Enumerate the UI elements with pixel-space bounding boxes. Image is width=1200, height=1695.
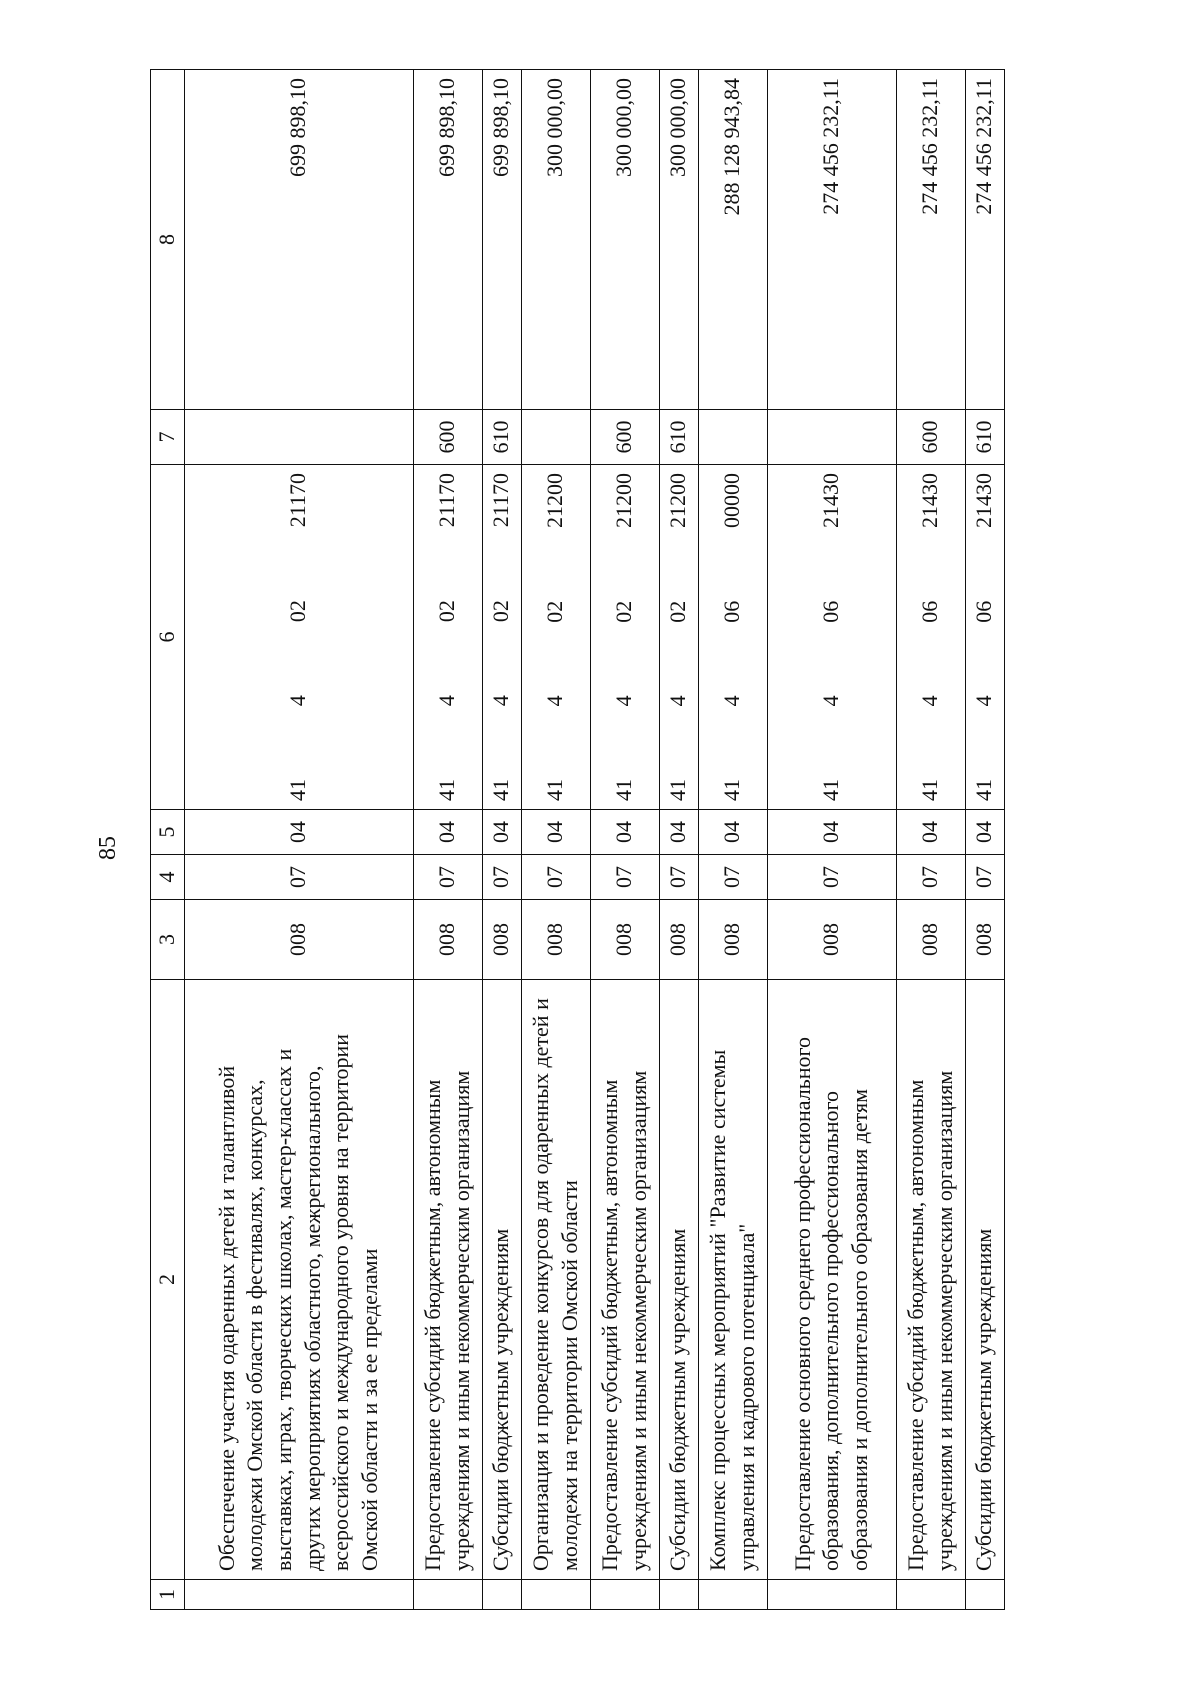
expense-type-code: 600 [896,410,965,465]
amount: 274 456 232,11 [896,70,965,410]
expense-type-code [698,410,767,465]
amount: 699 898,10 [184,70,413,410]
table-row [659,70,698,1610]
header-cell-4: 4 [151,855,185,900]
kbk-direction: 21200 [611,473,637,529]
kbk-type: 4 [665,695,691,707]
kbk-complex: 06 [818,600,844,623]
page-number: 85 [95,836,121,860]
kbk-type: 4 [434,695,460,707]
item-name: Субсидии бюджетным учреждениям [965,980,1004,1580]
section-code: 07 [482,855,521,900]
target-article-code [184,465,413,810]
item-name: Предоставление субсидий бюджетным, автономным учреждениям и иным некоммерческим организациям [413,980,482,1580]
subsection-code: 04 [482,810,521,855]
table-row [184,70,413,1610]
rotated-table-container [150,70,1070,1610]
kbk-complex: 02 [611,600,637,623]
amount: 274 456 232,11 [965,70,1004,410]
ministry-code: 008 [184,900,413,980]
target-article-code [413,465,482,810]
expense-type-code: 610 [965,410,1004,465]
subsection-code: 04 [521,810,590,855]
amount: 288 128 943,84 [698,70,767,410]
kbk-program: 41 [917,779,943,801]
target-article-code [698,465,767,810]
kbk-type: 4 [488,695,514,707]
expense-type-code: 600 [413,410,482,465]
expense-type-code [184,410,413,465]
kbk-complex: 06 [971,600,997,623]
section-code: 07 [767,855,896,900]
item-name: Комплекс процессных мероприятий "Развитие системы управления и кадрового потенциала" [698,980,767,1580]
item-name: Субсидии бюджетным учреждениям [659,980,698,1580]
kbk-complex: 02 [434,600,460,623]
kbk-type: 4 [818,695,844,707]
item-name: Обеспечение участия одаренных детей и талантливой молодежи Омской области в фестивалях, конкурсах, выставках, играх, творческих школах, мастер-классах и других мероприятиях областного, межрегионального, всероссийского и международного уровня на территории Омской области и за ее пределами [184,980,413,1580]
row-index-cell [659,1580,698,1610]
kbk-type: 4 [917,695,943,707]
ministry-code: 008 [767,900,896,980]
item-name: Предоставление субсидий бюджетным, автономным учреждениям и иным некоммерческим организациям [896,980,965,1580]
subsection-code: 04 [767,810,896,855]
kbk-type: 4 [542,695,568,707]
kbk-direction: 21200 [542,473,568,529]
kbk-type: 4 [971,695,997,707]
row-index-cell [896,1580,965,1610]
ministry-code: 008 [482,900,521,980]
table-row [590,70,659,1610]
table-row [521,70,590,1610]
kbk-complex: 02 [285,600,311,623]
row-index-cell [965,1580,1004,1610]
item-name: Субсидии бюджетным учреждениям [482,980,521,1580]
kbk-complex: 06 [719,600,745,623]
subsection-code: 04 [590,810,659,855]
table-row [965,70,1004,1610]
expense-type-code: 610 [482,410,521,465]
kbk-complex: 06 [917,600,943,623]
kbk-direction: 21430 [818,473,844,529]
section-code: 07 [590,855,659,900]
kbk-program: 41 [488,779,514,801]
header-cell-8: 8 [151,70,185,410]
target-article-code [965,465,1004,810]
section-code: 07 [413,855,482,900]
kbk-program: 41 [285,779,311,801]
kbk-complex: 02 [665,600,691,623]
kbk-direction: 21430 [917,473,943,529]
table-row [767,70,896,1610]
kbk-program: 41 [665,779,691,801]
section-code: 07 [896,855,965,900]
kbk-direction: 00000 [719,473,745,529]
row-index-cell [521,1580,590,1610]
budget-table [150,69,1005,1610]
section-code: 07 [698,855,767,900]
row-index-cell [413,1580,482,1610]
row-index-cell [482,1580,521,1610]
row-index-cell [184,1580,413,1610]
header-cell-7: 7 [151,410,185,465]
section-code: 07 [659,855,698,900]
ministry-code: 008 [896,900,965,980]
kbk-program: 41 [719,779,745,801]
kbk-type: 4 [611,695,637,707]
row-index-cell [590,1580,659,1610]
item-name: Предоставление субсидий бюджетным, автономным учреждениям и иным некоммерческим организациям [590,980,659,1580]
section-code: 07 [965,855,1004,900]
table-row [413,70,482,1610]
kbk-program: 41 [542,779,568,801]
row-index-cell [767,1580,896,1610]
subsection-code: 04 [965,810,1004,855]
ministry-code: 008 [698,900,767,980]
kbk-program: 41 [971,779,997,801]
target-article-code [767,465,896,810]
amount: 300 000,00 [659,70,698,410]
header-cell-3: 3 [151,900,185,980]
header-cell-6: 6 [151,465,185,810]
ministry-code: 008 [590,900,659,980]
kbk-direction: 21200 [665,473,691,529]
amount: 699 898,10 [413,70,482,410]
ministry-code: 008 [965,900,1004,980]
expense-type-code: 610 [659,410,698,465]
ministry-code: 008 [521,900,590,980]
table-row [896,70,965,1610]
kbk-complex: 02 [488,600,514,623]
subsection-code: 04 [413,810,482,855]
target-article-code [590,465,659,810]
kbk-direction: 21170 [285,473,311,528]
amount: 300 000,00 [521,70,590,410]
subsection-code: 04 [184,810,413,855]
kbk-program: 41 [611,779,637,801]
kbk-type: 4 [285,695,311,707]
ministry-code: 008 [413,900,482,980]
kbk-direction: 21170 [434,473,460,528]
table-row [698,70,767,1610]
header-cell-5: 5 [151,810,185,855]
kbk-direction: 21170 [488,473,514,528]
kbk-complex: 02 [542,600,568,623]
subsection-code: 04 [659,810,698,855]
kbk-direction: 21430 [971,473,997,529]
amount: 274 456 232,11 [767,70,896,410]
target-article-code [896,465,965,810]
subsection-code: 04 [896,810,965,855]
target-article-code [521,465,590,810]
kbk-type: 4 [719,695,745,707]
kbk-program: 41 [818,779,844,801]
amount: 300 000,00 [590,70,659,410]
header-cell-2: 2 [151,980,185,1580]
item-name: Организация и проведение конкурсов для одаренных детей и молодежи на территории Омской области [521,980,590,1580]
kbk-program: 41 [434,779,460,801]
expense-type-code: 600 [590,410,659,465]
header-row [151,70,185,1610]
item-name: Предоставление основного среднего профессионального образования, дополнительного профессионального образования и дополнительного образования детям [767,980,896,1580]
section-code: 07 [521,855,590,900]
target-article-code [482,465,521,810]
row-index-cell [698,1580,767,1610]
ministry-code: 008 [659,900,698,980]
table-row [482,70,521,1610]
target-article-code [659,465,698,810]
expense-type-code [521,410,590,465]
section-code: 07 [184,855,413,900]
subsection-code: 04 [698,810,767,855]
expense-type-code [767,410,896,465]
header-cell-1: 1 [151,1580,185,1610]
amount: 699 898,10 [482,70,521,410]
